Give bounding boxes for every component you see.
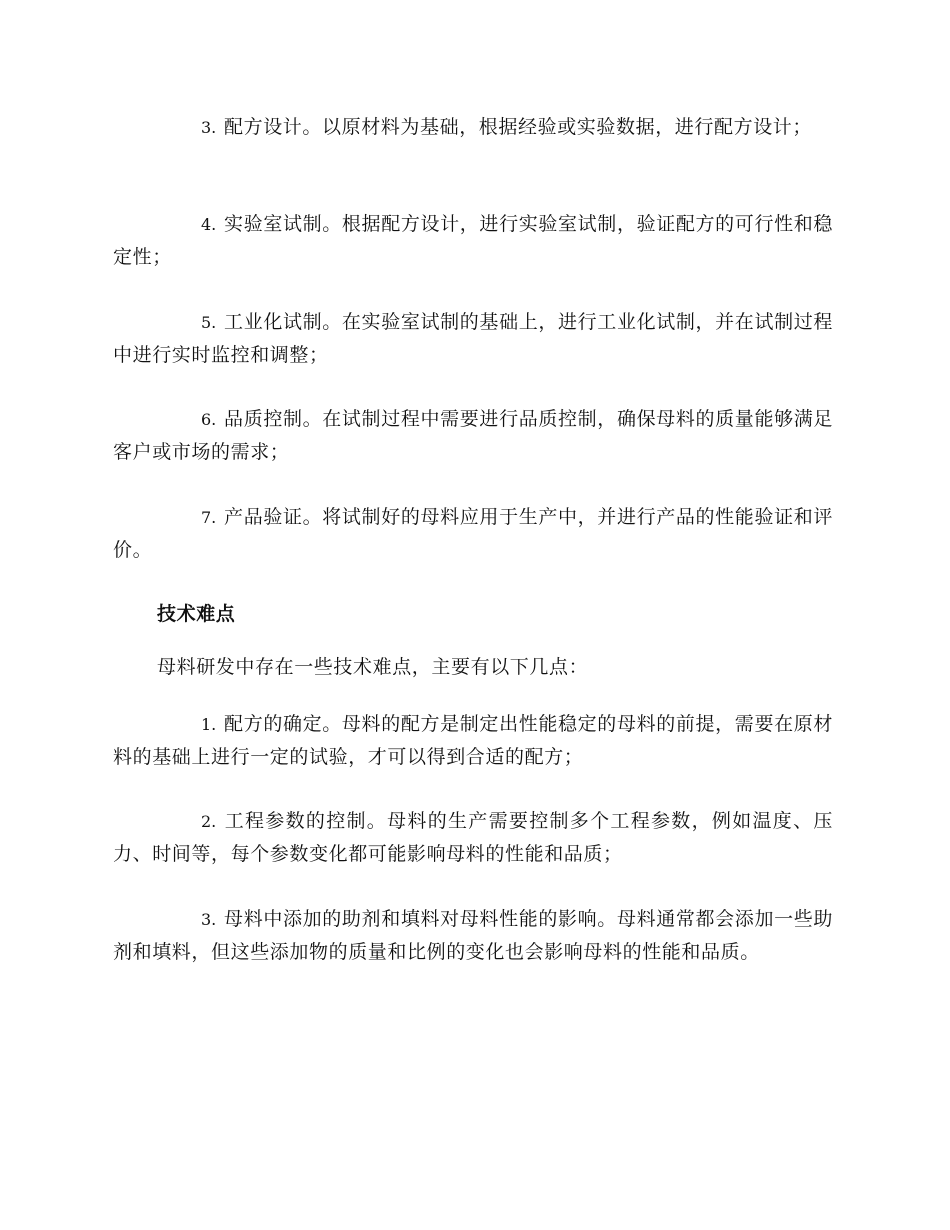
list-item-text: 产品验证。将试制好的母料应用于生产中，并进行产品的性能验证和评价。 xyxy=(113,506,833,561)
section-intro: 母料研发中存在一些技术难点，主要有以下几点： xyxy=(157,656,589,678)
list-item-text: 实验室试制。根据配方设计，进行实验室试制，验证配方的可行性和稳定性； xyxy=(113,213,833,268)
list-item-text: 品质控制。在试制过程中需要进行品质控制，确保母料的质量能够满足客户或市场的需求； xyxy=(113,408,833,463)
list-item-step-6 xyxy=(113,403,833,468)
list-item-difficulty-3 xyxy=(113,903,833,968)
list-item-text: 母料中添加的助剂和填料对母料性能的影响。母料通常都会添加一些助剂和填料，但这些添加物的质量和比例的变化也会影响母料的性能和品质。 xyxy=(113,908,833,963)
section-heading: 技术难点 xyxy=(157,603,236,625)
list-item-step-5 xyxy=(113,306,833,371)
list-number: 2. xyxy=(201,812,217,831)
list-number: 6. xyxy=(201,410,217,429)
list-item-step-7 xyxy=(113,501,833,566)
list-number: 4. xyxy=(201,215,217,234)
list-item-text: 配方设计。以原材料为基础，根据经验或实验数据，进行配方设计； xyxy=(224,116,813,138)
list-item-difficulty-1 xyxy=(113,708,833,773)
list-number: 7. xyxy=(201,508,217,527)
list-item-text: 配方的确定。母料的配方是制定出性能稳定的母料的前提，需要在原材料的基础上进行一定的试验，才可以得到合适的配方； xyxy=(113,713,833,768)
list-item-step-3 xyxy=(113,111,833,144)
list-item-text: 工程参数的控制。母料的生产需要控制多个工程参数，例如温度、压力、时间等，每个参数变化都可能影响母料的性能和品质； xyxy=(113,810,833,865)
list-item-step-4 xyxy=(113,208,833,273)
list-item-difficulty-2 xyxy=(113,805,833,870)
list-number: 1. xyxy=(201,715,217,734)
list-number: 3. xyxy=(201,910,217,929)
list-number: 5. xyxy=(201,313,217,332)
list-item-text: 工业化试制。在实验室试制的基础上，进行工业化试制，并在试制过程中进行实时监控和调整； xyxy=(113,311,833,366)
list-number: 3. xyxy=(201,118,217,137)
